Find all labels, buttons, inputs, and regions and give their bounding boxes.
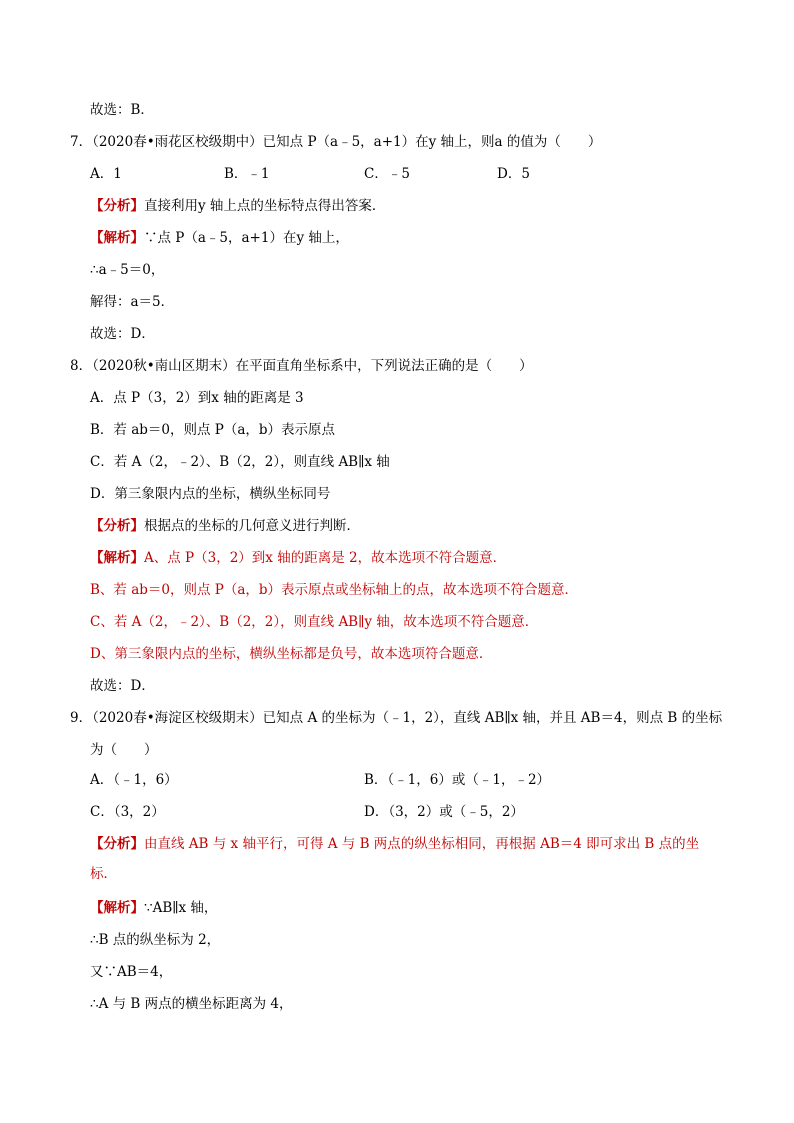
q8-option-b: B．若 ab＝0，则点 P（a，b）表示原点 [90,422,336,438]
q7-solution-line-1: ∵点 P（a﹣5，a+1）在y 轴上， [144,230,349,246]
q7-solution-tag: 【解析】 [90,230,144,246]
q7-analysis-text: 直接利用y 轴上点的坐标特点得出答案． [144,198,386,214]
q7-option-d: D．5 [497,166,530,182]
q8-stem: 8．（2020秋•南山区期末）在平面直角坐标系中，下列说法正确的是（ ） [70,358,533,374]
q8-analysis-tag: 【分析】 [90,518,144,534]
q9-stem: 9．（2020春•海淀区校级期末）已知点 A 的坐标为（﹣1，2），直线 AB∥x 轴，并且 AB＝4，则点 B 的坐标 [70,710,723,726]
q7-solution [90,228,349,248]
prev-conclusion: 故选：B． [90,102,154,118]
q9-option-d: D．（3，2）或（﹣5，2） [364,804,524,820]
q7-option-c: C．﹣5 [364,166,410,182]
q8-option-d: D．第三象限内点的坐标，横纵坐标同号 [90,486,331,502]
q9-analysis-cont: 标． [90,866,117,882]
q9-option-b: B．（﹣1，6）或（﹣1，﹣2） [364,772,551,788]
q8-analysis-text: 根据点的坐标的几何意义进行判断． [144,518,360,534]
q8-solution-tag: 【解析】 [90,550,144,566]
q9-solution-line-3: 又∵AB＝4， [90,964,173,980]
q9-analysis-text: 由直线 AB 与 x 轴平行，可得 A 与 B 两点的纵坐标相同，再根据 AB＝4 即可求出 B 点的坐 [144,836,700,852]
q9-analysis-tag: 【分析】 [90,836,144,852]
q8-analysis [90,516,360,536]
q8-option-a: A．点 P（3，2）到x 轴的距离是 3 [90,390,304,406]
q9-analysis [90,834,699,854]
q7-solution-line-3: 解得：a＝5． [90,294,175,310]
q9-solution-line-1: ∵AB∥x 轴， [144,900,218,916]
q7-analysis [90,196,385,216]
q8-solution-line-a: A、点 P（3，2）到x 轴的距离是 2，故本选项不符合题意． [144,550,507,566]
q7-solution-line-2: ∴a﹣5＝0， [90,262,165,278]
q8-solution-line-b: B、若 ab＝0，则点 P（a，b）表示原点或坐标轴上的点，故本选项不符合题意． [90,582,579,598]
q9-solution-line-2: ∴B 点的纵坐标为 2， [90,932,221,948]
q7-conclusion: 故选：D． [90,326,155,342]
q7-option-a: A．1 [90,166,122,182]
q9-solution-line-4: ∴A 与 B 两点的横坐标距离为 4， [90,996,293,1012]
q9-option-a: A．（﹣1，6） [90,772,178,788]
q7-option-b: B．﹣1 [224,166,270,182]
q8-solution [90,548,506,568]
q9-solution [90,898,217,918]
q7-stem: 7．（2020春•雨花区校级期中）已知点 P（a﹣5，a+1）在y 轴上，则a 的值为（ ） [70,134,602,150]
q7-analysis-tag: 【分析】 [90,198,144,214]
q8-conclusion: 故选：D． [90,678,155,694]
q9-option-c: C．（3，2） [90,804,165,820]
q8-option-c: C．若 A（2，﹣2）、B（2，2），则直线 AB∥x 轴 [90,454,390,470]
q9-solution-tag: 【解析】 [90,900,144,916]
q9-stem-cont: 为（ ） [90,742,158,758]
q8-solution-line-c: C、若 A（2，﹣2）、B（2，2），则直线 AB∥y 轴，故本选项不符合题意． [90,614,539,630]
q8-solution-line-d: D、第三象限内点的坐标，横纵坐标都是负号，故本选项符合题意． [90,646,493,662]
